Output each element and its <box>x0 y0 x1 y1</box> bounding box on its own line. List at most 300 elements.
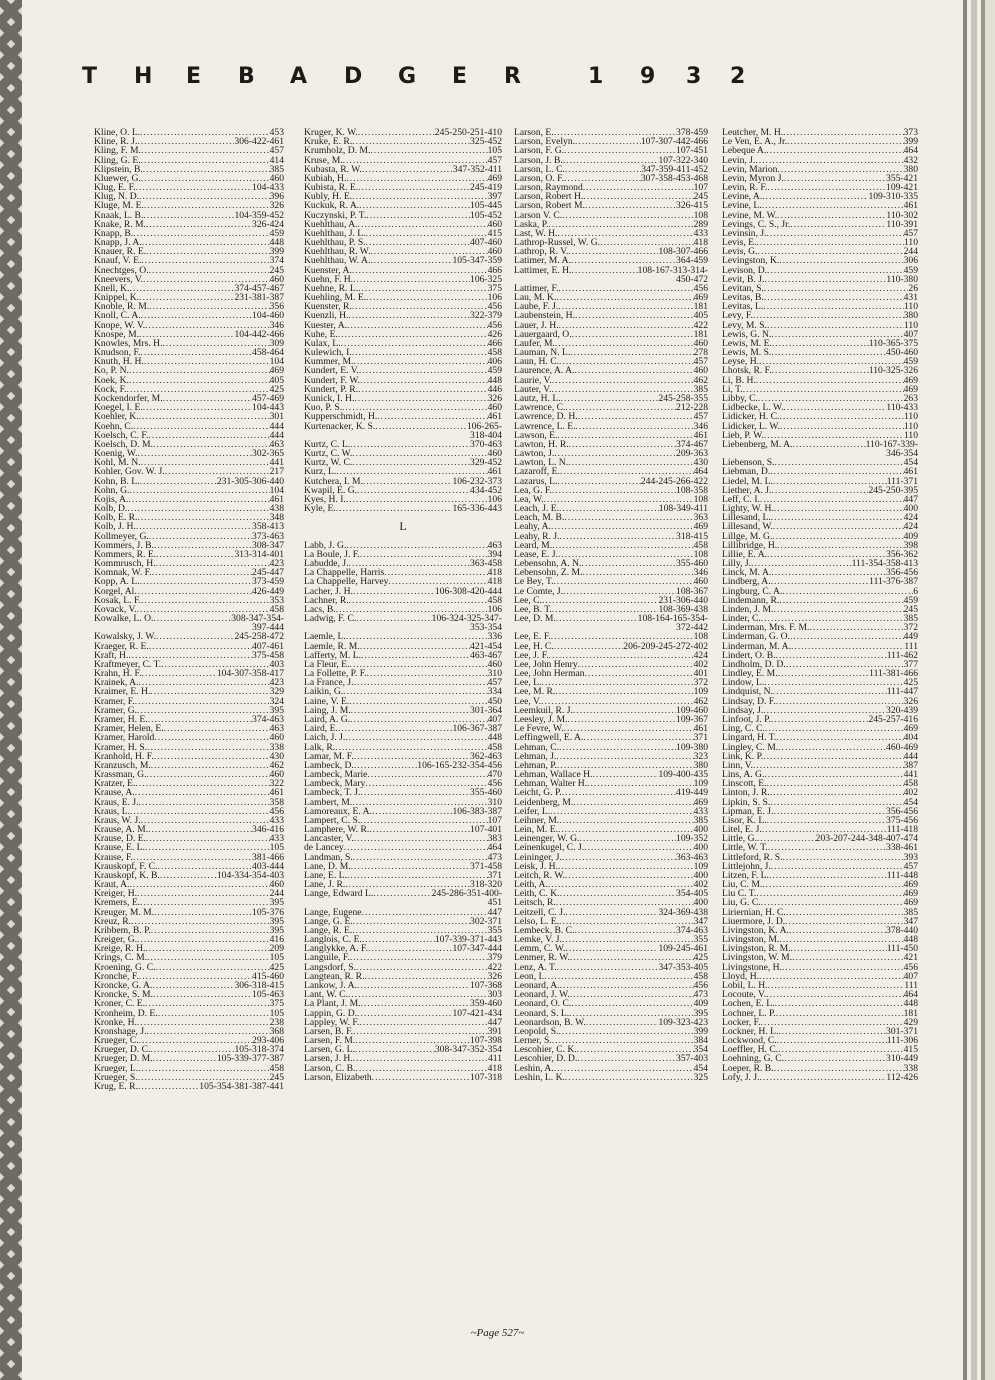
index-entry <box>722 898 918 907</box>
entry-name: Lerner, S. <box>514 1036 552 1046</box>
dot-leader <box>366 238 470 247</box>
index-entry <box>304 128 502 137</box>
entry-name: Kluge, M. E. <box>94 201 144 211</box>
entry-name: Krause, A. M. <box>94 825 149 835</box>
index-entry <box>514 1018 708 1027</box>
dot-leader <box>142 238 270 247</box>
entry-name: Liedel, M. L. <box>722 476 773 486</box>
entry-name: Locker, F. <box>722 1017 761 1027</box>
entry-pages: 263 <box>903 393 918 404</box>
dot-leader <box>358 385 488 394</box>
entry-pages: 378-459 <box>676 128 708 138</box>
dot-leader <box>777 541 903 550</box>
entry-name: Kreige, R. H. <box>94 944 146 954</box>
dot-leader <box>147 1027 270 1036</box>
entry-pages: 107 <box>693 183 708 193</box>
dot-leader <box>156 550 234 559</box>
entry-name: Kundert, E. V. <box>304 366 359 376</box>
entry-name: Lant, W. C. <box>304 990 348 1000</box>
dot-leader <box>359 366 488 375</box>
entry-name: Lau, M. K. <box>514 293 557 303</box>
index-entry <box>514 733 708 742</box>
entry-pages: 108 <box>693 494 708 505</box>
entry-pages: 308-347-352-354 <box>434 1045 502 1055</box>
index-entry <box>94 706 284 715</box>
entry-pages: 322-379 <box>470 311 502 321</box>
entry-continuation: 372-442 <box>676 623 708 633</box>
entry-pages: 355-421 <box>886 173 918 184</box>
entry-pages: 462 <box>693 375 708 385</box>
dot-leader <box>779 596 903 605</box>
dot-leader <box>358 128 435 137</box>
entry-pages: 107-451 <box>676 146 708 156</box>
entry-pages: 347-353-405 <box>658 962 708 972</box>
entry-pages: 107-339-371-443 <box>434 935 502 945</box>
entry-pages: 418 <box>487 568 502 578</box>
entry-pages: 245 <box>903 604 918 615</box>
entry-name: Kockendorfer, M. <box>94 393 163 404</box>
index-entry <box>514 807 708 816</box>
dot-leader <box>773 687 887 696</box>
index-entry <box>304 687 502 696</box>
entry-name: Kohn, B. L. <box>94 476 140 486</box>
index-entry <box>514 449 708 458</box>
index-entry <box>514 853 708 862</box>
dot-leader <box>368 944 452 953</box>
entry-pages: 358-413 <box>252 522 284 532</box>
entry-pages: 469 <box>487 173 502 184</box>
entry-pages: 347 <box>693 916 708 926</box>
dot-leader <box>364 972 487 981</box>
index-entry <box>304 1036 502 1045</box>
dot-leader <box>575 137 641 146</box>
header-letter: 9 <box>640 64 656 89</box>
index-entry <box>514 651 708 660</box>
entry-pages: 409 <box>693 999 708 1009</box>
dot-leader <box>131 917 270 926</box>
index-entry <box>722 807 918 816</box>
dot-leader <box>552 1036 694 1045</box>
entry-name: Levine, L. <box>722 201 762 211</box>
entry-pages: 373-463 <box>252 531 284 541</box>
entry-name: Larsen, G. L. <box>304 1045 355 1055</box>
entry-pages: 460 <box>487 247 502 257</box>
header-letter: E <box>452 64 468 89</box>
entry-pages: 463-467 <box>470 650 502 660</box>
index-entry <box>94 770 284 779</box>
index-entry <box>514 238 708 247</box>
entry-name: Kundert, F. W. <box>304 375 360 385</box>
dot-leader <box>770 788 904 797</box>
entry-pages: 303 <box>487 990 502 1000</box>
dot-leader <box>541 678 693 687</box>
index-entry <box>514 779 708 788</box>
entry-name: Kohn, G. <box>94 485 130 495</box>
index-entry <box>94 321 284 330</box>
index-entry <box>722 183 918 192</box>
entry-pages: 438 <box>269 504 284 514</box>
index-entry <box>514 678 708 687</box>
entry-name: Kuehlthau, P. S. <box>304 238 366 248</box>
entry-pages: 469 <box>903 880 918 890</box>
entry-name: Laird, A. G. <box>304 715 351 725</box>
dot-leader <box>129 366 270 375</box>
index-entry <box>94 165 284 174</box>
dot-leader <box>143 275 270 284</box>
entry-name: La Fleur, E. <box>304 659 350 670</box>
index-entry <box>304 339 502 348</box>
entry-pages: 473 <box>693 990 708 1000</box>
index-entry <box>514 724 708 733</box>
index-entry <box>514 706 708 715</box>
entry-name: Linden, J. M. <box>722 604 774 615</box>
index-entry <box>514 366 708 375</box>
index-entry <box>514 486 708 495</box>
dot-leader <box>577 1045 694 1054</box>
dot-leader <box>556 752 693 761</box>
dot-leader <box>773 477 887 486</box>
dot-leader <box>138 1064 270 1073</box>
entry-pages: 400 <box>693 898 708 908</box>
index-entry <box>304 963 502 972</box>
index-entry <box>304 559 502 568</box>
dot-leader <box>129 284 234 293</box>
index-entry <box>304 889 502 898</box>
dot-leader <box>768 981 905 990</box>
entry-name: Lidicker, L. W. <box>722 421 780 431</box>
dot-leader <box>362 165 453 174</box>
entry-pages: 106-324-325-347- <box>431 614 502 624</box>
entry-pages: 464 <box>487 843 502 853</box>
entry-name: de Lancey <box>304 843 344 853</box>
dot-leader <box>346 174 487 183</box>
index-entry <box>514 183 708 192</box>
entry-name: Lazarus, L. <box>514 476 558 486</box>
index-entry <box>514 926 708 935</box>
index-entry <box>514 321 708 330</box>
dot-leader <box>773 605 903 614</box>
dot-leader <box>753 311 904 320</box>
index-entry <box>94 1082 284 1091</box>
entry-name: Langlykke, A. F. <box>304 944 368 954</box>
entry-pages: 374-463 <box>252 715 284 725</box>
entry-name: Lillie, E. A. <box>722 549 768 560</box>
index-entry <box>94 972 284 981</box>
entry-pages: 106-165-232-354-456 <box>417 760 502 771</box>
entry-pages: 107-307-442-466 <box>640 137 708 147</box>
entry-name: Languile, F. <box>304 953 350 963</box>
dot-leader <box>352 302 488 311</box>
dot-leader <box>559 917 694 926</box>
entry-name: Koehn, C. <box>94 421 134 431</box>
dot-leader <box>151 926 270 935</box>
entry-name: Kuehne, R. L. <box>304 283 359 294</box>
index-entry <box>514 412 708 421</box>
index-entry <box>514 211 708 220</box>
index-entry <box>94 605 284 614</box>
index-entry <box>722 743 918 752</box>
dot-leader <box>584 843 694 852</box>
index-entry <box>304 843 502 852</box>
dot-leader <box>138 1073 270 1082</box>
entry-name: Korgel, Al <box>94 586 135 596</box>
dot-leader <box>565 944 658 953</box>
index-entry <box>722 440 918 449</box>
entry-pages: 459 <box>903 357 918 367</box>
dot-leader <box>154 752 270 761</box>
dot-leader <box>771 577 870 586</box>
dot-leader <box>363 477 453 486</box>
entry-name: Loehning, G. C. <box>722 1054 785 1064</box>
entry-pages: 362-463 <box>470 751 502 761</box>
entry-name: Lein, M. E. <box>514 825 558 835</box>
dot-leader <box>146 247 270 256</box>
entry-name: Kling, G. E. <box>94 155 141 165</box>
index-entry <box>304 568 502 577</box>
entry-name: Locoute, V. <box>722 990 767 1000</box>
entry-name: Lillesand, L. <box>722 513 771 523</box>
entry-name: Laird, E. <box>304 724 338 734</box>
index-entry <box>94 348 284 357</box>
index-entry <box>304 853 502 862</box>
entry-pages: 347-359-411-452 <box>641 164 708 174</box>
index-entry <box>94 458 284 467</box>
entry-pages: 391 <box>487 1026 502 1037</box>
entry-pages: 323 <box>693 751 708 761</box>
index-entry <box>304 1027 502 1036</box>
entry-name: Kroner, C. E. <box>94 999 146 1009</box>
entry-pages: 318-415 <box>676 531 708 541</box>
entry-name: Lattimer, E. H. <box>514 265 572 275</box>
dot-leader <box>367 770 487 779</box>
dot-leader <box>161 660 269 669</box>
entry-name: Levine, M. W. <box>722 210 778 220</box>
index-entry <box>722 724 918 733</box>
dot-leader <box>559 321 694 330</box>
index-entry <box>514 284 708 293</box>
entry-name: Linfoot, J. P. <box>722 715 771 725</box>
index-entry <box>514 541 708 550</box>
entry-name: Knoble, R. M. <box>94 302 150 312</box>
index-entry <box>514 201 708 210</box>
dot-leader <box>352 192 487 201</box>
entry-pages: 326 <box>487 971 502 981</box>
index-entry <box>304 284 502 293</box>
entry-name: Lee, M. R. <box>514 687 556 697</box>
entry-name: Lawrence, C. <box>514 403 566 413</box>
entry-pages: 325 <box>693 1072 708 1082</box>
entry-pages: 106-325 <box>470 274 502 284</box>
index-entry <box>514 256 708 265</box>
index-entry <box>94 422 284 431</box>
dot-leader <box>163 394 252 403</box>
entry-name: Laurence, A. A. <box>514 366 575 376</box>
entry-pages: 423 <box>269 559 284 569</box>
entry-pages: 329-452 <box>470 458 502 468</box>
entry-continuation: 451 <box>487 898 502 908</box>
dot-leader <box>360 376 488 385</box>
dot-leader <box>764 678 903 687</box>
entry-pages: 104-443 <box>252 403 284 413</box>
entry-pages: 111-376-387 <box>869 577 918 587</box>
entry-name: Levitas, L. <box>722 302 764 312</box>
entry-pages: 434-452 <box>470 485 502 495</box>
entry-pages: 244-245-266-422 <box>640 476 708 486</box>
entry-pages: 106 <box>487 293 502 303</box>
dot-leader <box>782 963 904 972</box>
index-entry <box>304 788 502 797</box>
entry-name: Laurie, V. <box>514 375 552 385</box>
dot-leader <box>139 1036 252 1045</box>
entry-pages: 231-306-440 <box>658 595 708 605</box>
index-entry <box>722 357 918 366</box>
entry-pages: 454 <box>693 1063 708 1073</box>
dot-leader <box>357 981 470 990</box>
entry-name: Kroncke, G. A. <box>94 980 153 991</box>
index-entry <box>722 522 918 531</box>
entry-name: Lane, E. L. <box>304 870 347 881</box>
dot-leader <box>136 183 252 192</box>
index-entry <box>94 137 284 146</box>
index-entry <box>722 990 918 999</box>
dot-leader <box>140 898 270 907</box>
index-entry <box>94 678 284 687</box>
index-entry <box>304 449 502 458</box>
index-entry <box>514 357 708 366</box>
page-header <box>82 64 746 100</box>
index-entry <box>514 1045 708 1054</box>
dot-leader <box>133 229 269 238</box>
entry-pages: 407 <box>903 329 918 339</box>
index-entry <box>304 385 502 394</box>
dot-leader <box>767 229 904 238</box>
entry-pages: 425 <box>903 678 918 688</box>
index-entry <box>514 495 708 504</box>
entry-pages: 302-371 <box>470 916 502 926</box>
header-letter: G <box>398 64 417 89</box>
entry-name: Lindquist, N. <box>722 687 773 697</box>
dot-leader <box>570 990 694 999</box>
entry-pages: 454 <box>903 458 918 468</box>
dot-leader <box>771 568 886 577</box>
entry-name: Kramer, Helen, E. <box>94 724 164 734</box>
dot-leader <box>767 550 886 559</box>
entry-pages: 463 <box>269 724 284 734</box>
entry-pages: 209 <box>269 944 284 954</box>
entry-pages: 108-369-438 <box>658 604 708 615</box>
index-entry <box>722 266 918 275</box>
entry-name: Krueger, D. M. <box>94 1054 153 1064</box>
entry-name: Knauf, V. E. <box>94 256 142 266</box>
entry-pages: 326 <box>487 393 502 404</box>
entry-name: Krings, C. M. <box>94 953 148 963</box>
dot-leader <box>384 568 487 577</box>
index-entry <box>304 477 502 486</box>
dot-leader <box>809 623 903 632</box>
entry-name: Kramer, H. S. <box>94 742 148 752</box>
entry-pages: 110 <box>903 302 918 312</box>
entry-pages: 6 <box>913 586 918 596</box>
index-entry <box>94 926 284 935</box>
dot-leader <box>354 834 488 843</box>
entry-name: Leinenger, W. G. <box>514 834 580 844</box>
entry-name: Kraut, A. <box>94 880 130 890</box>
entry-name: Linder, C. <box>722 614 761 624</box>
entry-pages: 429 <box>903 1017 918 1027</box>
entry-name: Lafferty, M. L. <box>304 650 362 660</box>
entry-name: Linn, V. <box>722 760 753 771</box>
entry-pages: 306 <box>903 256 918 266</box>
dot-leader <box>771 513 904 522</box>
header-letter: R <box>504 64 521 89</box>
entry-pages: 461 <box>487 412 502 422</box>
entry-pages: 104-433 <box>252 183 284 193</box>
index-entry <box>514 825 708 834</box>
index-entry <box>94 596 284 605</box>
entry-name: Lockner, H. L. <box>722 1026 779 1037</box>
entry-name: Leitsch, R. <box>514 898 556 908</box>
dot-leader <box>359 1018 487 1027</box>
index-entry <box>94 266 284 275</box>
entry-pages: 418 <box>487 577 502 587</box>
index-entry <box>304 266 502 275</box>
index-entry <box>722 431 918 440</box>
index-entry <box>304 174 502 183</box>
dot-leader <box>774 504 904 513</box>
index-entry <box>514 843 708 852</box>
index-entry <box>514 128 708 137</box>
entry-name: Lelso, L. E. <box>514 916 560 926</box>
entry-pages: 464 <box>903 146 918 156</box>
index-entry <box>94 568 284 577</box>
entry-name: Kronshage, J. <box>94 1026 147 1037</box>
entry-name: Leininger, J. <box>514 852 562 862</box>
index-entry <box>94 752 284 761</box>
dot-leader <box>139 192 270 201</box>
entry-pages: 385 <box>903 614 918 624</box>
entry-pages: 400 <box>693 843 708 853</box>
dot-leader <box>559 743 676 752</box>
entry-name: Lamoreaux, E. A. <box>304 806 372 816</box>
entry-name: Liu, G. C. <box>722 898 761 908</box>
entry-pages: 457 <box>269 146 284 156</box>
entry-name: Lidbecke, L. W. <box>722 403 784 413</box>
entry-pages: 181 <box>693 329 708 339</box>
entry-pages: 380 <box>903 164 918 174</box>
entry-pages: 346 <box>693 421 708 431</box>
entry-name: Ling, C. C. <box>722 724 765 734</box>
entry-name: Kuenster, A. <box>304 265 352 275</box>
entry-name: Linderman, Mrs. F. M. <box>722 623 810 633</box>
entry-pages: 105 <box>269 953 284 963</box>
dot-leader <box>127 504 269 513</box>
dot-leader <box>762 201 904 210</box>
dot-leader <box>583 183 694 192</box>
index-entry <box>94 632 284 641</box>
entry-pages: 110-391 <box>886 219 918 229</box>
entry-pages: 356-456 <box>886 806 918 816</box>
index-entry <box>722 577 918 586</box>
index-entry <box>514 1064 708 1073</box>
entry-pages: 447 <box>487 1017 502 1027</box>
dot-leader <box>152 568 252 577</box>
index-entry <box>514 1036 708 1045</box>
index-entry <box>94 504 284 513</box>
entry-name: Lee, L. <box>514 678 542 688</box>
entry-name: La France, J. <box>304 678 354 688</box>
entry-name: Koehler, K. <box>94 412 139 422</box>
dot-leader <box>563 156 659 165</box>
